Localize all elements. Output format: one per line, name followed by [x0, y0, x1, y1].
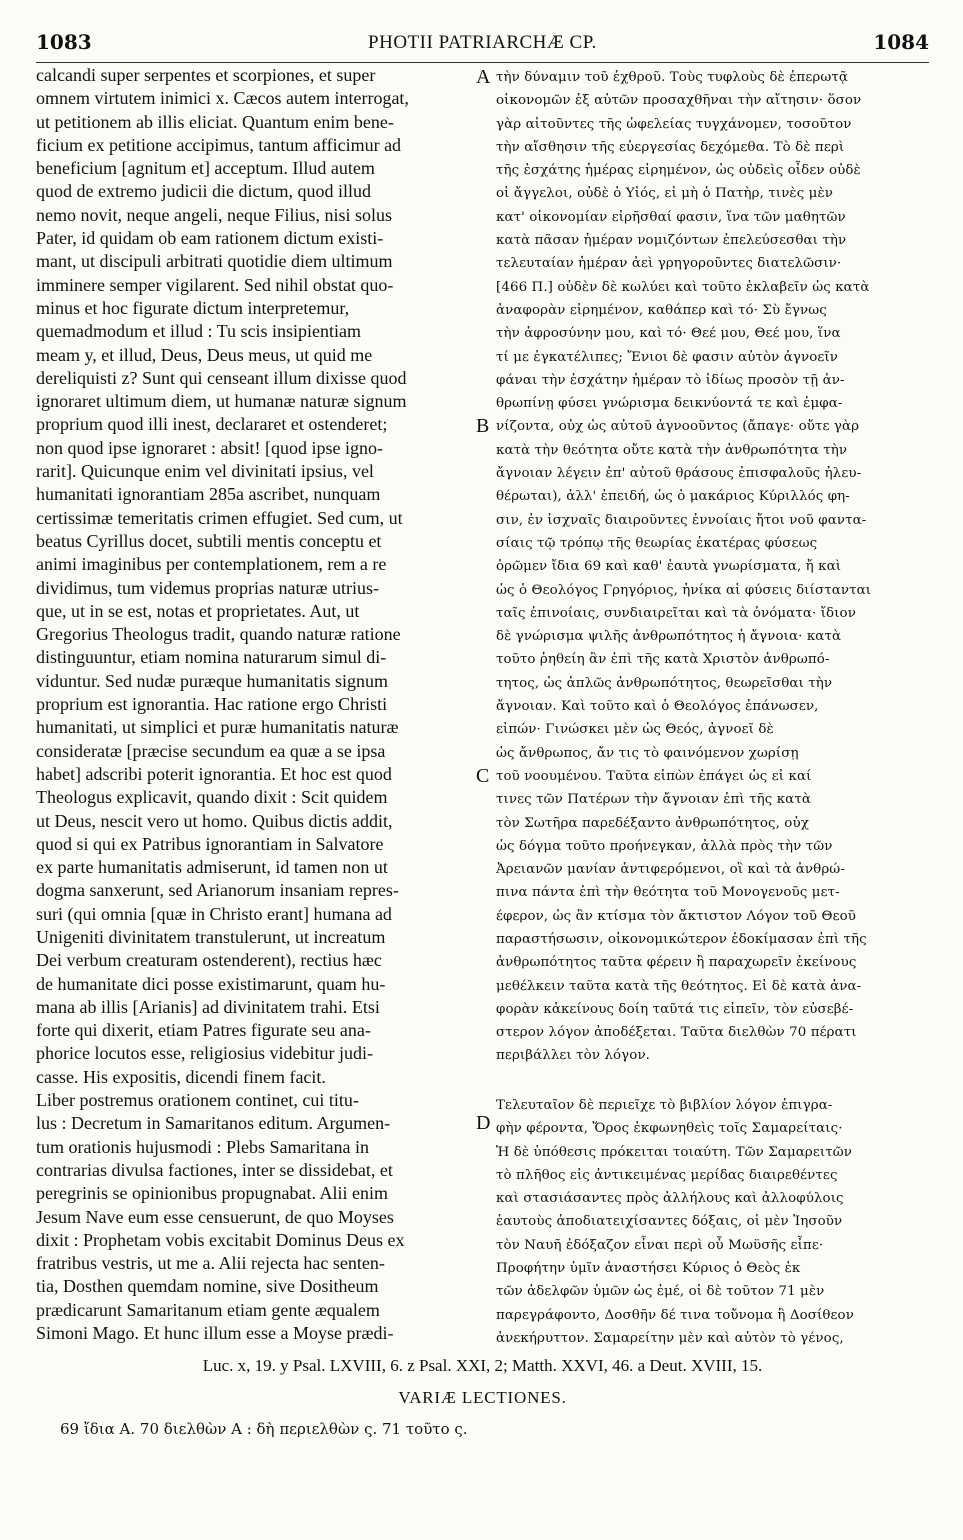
text-line: στερον λόγον ἀποδέξεται. Ταῦτα διελθὼν 70 πέρατι	[496, 1025, 857, 1041]
text-line: peregrinis se opinionibus propugnabat. Alii enim	[36, 1183, 388, 1204]
text-line: nemo novit, neque angeli, neque Filius, nisi solus	[36, 204, 392, 225]
text-line: τῶν ἀδελφῶν ὑμῶν ὡς ἐμέ, οἱ δὲ τοῦτον 71 μὲν	[496, 1284, 825, 1300]
text-line: οἰκονομῶν ἐξ αὐτῶν προσαχθῆναι τὴν αἴτησιν· ὅσον	[496, 93, 862, 109]
greek-column	[496, 66, 928, 1068]
text-line: proprium est ignorantia. Hac ratione ergo Christi	[36, 694, 388, 715]
text-line: ignoraret ultimum diem, ut humanæ naturæ signum	[36, 391, 407, 412]
text-line: quod de extremo judicii die dictum, quod illud	[36, 181, 371, 202]
text-line: παρεγράφοντο, Δοσθῆν δέ τινα τοὔνομα ἢ Δοσίθεον	[496, 1307, 854, 1323]
text-line: έφερον, ὡς ἂν κτίσμα τὸν ἄκτιστον Λόγον τοῦ Θεοῦ	[496, 908, 857, 924]
text-line: lus : Decretum in Samaritanos editum. Argumen-	[36, 1113, 391, 1134]
text-line: φάναι τὴν ἐσχάτην ἡμέραν τὸ ἰδίως προσὸν τῇ ἀν-	[496, 372, 845, 388]
text-line: τὸν Ναυῆ ἐδόξαζον εἶναι περὶ οὗ Μωϋσῆς εἶπε·	[496, 1237, 824, 1253]
text-line: νίζοντα, οὐχ ὡς αὐτοῦ ἀγνοοῦντος (ἄπαγε· οὔτε γὰρ	[496, 419, 860, 435]
text-line: κατ' οἰκονομίαν εἰρῆσθαί φασιν, ἵνα τῶν μαθητῶν	[496, 209, 846, 225]
text-line: rarit]. Quicunque enim vel divinitati ipsius, vel	[36, 461, 374, 482]
text-line: fratribus vestris, ut me a. Alii rejecta hac senten-	[36, 1253, 385, 1274]
text-line: ὁρῶμεν ἴδια 69 καὶ καθ' ἑαυτὰ γνωρίσματα, ἤ καὶ	[496, 559, 842, 575]
text-line: καὶ στασιάσαντες πρὸς ἀλλήλους καὶ ἀλλοφύλοις	[496, 1191, 844, 1207]
text-line: [466 Π.] οὐδὲν δὲ κωλύει καὶ τοῦτο ἐκλαβεῖν ὡς κατὰ	[496, 279, 870, 295]
text-line: Jesum Nave eum esse censuerunt, de quo Moyses	[36, 1206, 394, 1227]
text-line: τί με ἐγκατέλιπες; Ἔνιοι δὲ φασιν αὐτὸν ἀγνοεῖν	[496, 349, 838, 365]
text-line: humanitati, ut simplici et puræ humanitatis naturæ	[36, 717, 399, 738]
text-line: ἀναφορὰν εἰρημένον, καθάπερ καὶ τό· Σὺ ἔγνως	[496, 302, 827, 318]
text-line: κατὰ τὴν θεότητα οὔτε κατὰ τὴν ἀνθρωπότητα τὴν	[496, 442, 848, 458]
running-title: PHOTII PATRIARCHÆ CP.	[368, 32, 597, 53]
text-line: suri (qui omnia [quæ in Christo erant] humana ad	[36, 903, 392, 924]
text-line: ἀνεκήρυττον. Σαμαρείτην μὲν καὶ αὐτὸν τὸ γένος,	[496, 1330, 844, 1346]
text-line: non quod ipse ignoraret : absit! [quod ipse igno-	[36, 437, 383, 458]
text-line: beatus Cyrillus docet, subtili mentis conceptu et	[36, 530, 382, 551]
text-line: que, ut in se est, notas et proprietates. Aut, ut	[36, 600, 360, 621]
text-line: Theologus explicavit, quando dixit : Scit quidem	[36, 787, 388, 808]
text-line: Pater, id quidam ob eam rationem dictum existi-	[36, 228, 384, 249]
text-line: Ἡ δὲ ὑπόθεσις πρόκειται τοιαύτη. Τῶν Σαμαρειτῶν	[496, 1144, 853, 1160]
latin-column	[36, 64, 476, 1345]
text-line: μεθέλκειν ταῦτα κατὰ τῆς θεότητος. Εἰ δὲ κατὰ ἀνα-	[496, 978, 862, 994]
text-line: ut petitionem ab illis eliciat. Quantum enim bene-	[36, 111, 394, 132]
greek-column-part2	[496, 1094, 928, 1350]
text-line: mant, ut discipuli arbitrati quotidie diem ultimum	[36, 251, 393, 272]
text-line: ἀνθρωπότητος ταῦτα φέρειν ἢ παραχωρεῖν ἐκείνους	[496, 955, 857, 971]
text-line: ex parte humanitatis admiserunt, id tamen non ut	[36, 857, 388, 878]
text-line: τητος, ὡς ἁπλῶς ἀνθρωπότητος, θεωρεῖσθαι τὴν	[496, 675, 833, 691]
text-line: habet] adscribi poterit ignorantia. Et hoc est quod	[36, 763, 392, 784]
text-line: humanitati ignorantiam 285a ascribet, nunquam	[36, 484, 381, 505]
text-line: τινες τῶν Πατέρων τὴν ἄγνοιαν ἐπὶ τῆς κατὰ	[496, 792, 811, 808]
text-line: τὴν δύναμιν τοῦ ἐχθροῦ. Τοὺς τυφλοὺς δὲ ἐπερωτᾷ	[496, 70, 849, 85]
text-line: distinguuntur, etiam nomina naturarum simul di-	[36, 647, 387, 668]
text-line: γὰρ αἰτοῦντες τῆς ὠφελείας τυγχάνομεν, τοσοῦτον	[496, 116, 852, 132]
text-line: τῆς ἐσχάτης ἡμέρας εἰρημένον, ὡς οὐδεὶς οἶδεν οὐδὲ	[496, 163, 861, 179]
text-line: Ἀρειανῶν μανίαν ἀντιφερόμενοι, οἳ καὶ τὰ ἀνθρώ-	[496, 862, 845, 878]
text-line: κατὰ πᾶσαν ἡμέραν νομιζόντων ἐπελεύσεσθαι τὴν	[496, 233, 847, 249]
variae-lectiones-title: VARIÆ LECTIONES.	[398, 1388, 567, 1407]
text-line: τοῦτο ῥηθείη ἂν ἐπὶ τῆς κατὰ Χριστὸν ἀνθρωπό-	[496, 652, 830, 668]
text-line: prædicarunt Samaritanum etiam gente æqualem	[36, 1299, 380, 1320]
text-line: ὡς ἄνθρωπος, ἄν τις τὸ φαινόμενον χωρίσῃ	[496, 745, 799, 761]
text-line: minus et hoc figurate dictum interpretemur,	[36, 297, 350, 318]
text-line: φὴν φέροντα, Ὅρος ἐκφωνηθεὶς τοῖς Σαμαρείταις·	[496, 1121, 843, 1137]
text-line: Simoni Mago. Et hunc illum esse a Moyse prædi-	[36, 1323, 394, 1344]
text-line: Dei verbum creaturam ostenderent), rectius hæc	[36, 950, 382, 971]
text-line: οἱ ἄγγελοι, οὐδὲ ὁ Υἱός, εἰ μὴ ὁ Πατὴρ, τινὲς μὲν	[496, 186, 834, 202]
text-line: quod si qui ex Patribus ignorantiam in Salvatore	[36, 833, 384, 854]
text-line: dixit : Prophetam vobis excitabit Dominus Deus ex	[36, 1229, 405, 1250]
text-line: σιν, ἐν ἰσχναῖς διαιροῦντες ἐννοίαις ἤτοι νοῦ φαντα-	[496, 512, 867, 528]
text-line: δὲ γνώρισμα ψιλῆς ἀνθρωπότητος ἡ ἄγνοια· κατὰ	[496, 629, 842, 645]
page-number-right: 1084	[873, 30, 929, 54]
text-line: proprium quod illi inest, declararet et ostenderet;	[36, 414, 388, 435]
text-line: τὸ πλῆθος εἰς ἀντικειμένας μερίδας διαιρεθέντες	[496, 1167, 838, 1183]
text-line: θρωπίνῃ φύσει γνώρισμα δεικνύοντά τε καὶ ἐμφα-	[496, 396, 843, 412]
text-line: meam y, et illud, Deus, Deus meus, ut quid me	[36, 344, 373, 365]
text-line: Unigeniti divinitatem transtulerunt, ut increatum	[36, 926, 386, 947]
text-line: dereliquisti z? Sunt qui censeant illum dixisse quod	[36, 367, 407, 388]
text-line: dogma sanxerunt, sed Arianorum insaniam repres-	[36, 880, 399, 901]
page-number-left: 1083	[36, 30, 92, 54]
text-line: beneficium [agnitum et] acceptum. Illud autem	[36, 158, 375, 179]
text-line: contrarias divulsa factiones, inter se dissidebat, et	[36, 1159, 393, 1180]
text-line: viduntur. Sed nudæ puræque humanitatis signum	[36, 670, 388, 691]
text-line: τὴν αἴσθησιν τῆς εὐεργεσίας δεχόμεθα. Τὸ δὲ περὶ	[496, 139, 845, 155]
text-line: calcandi super serpentes et scorpiones, et super	[36, 65, 376, 85]
text-line: Liber postremus orationem continet, cui titu-	[36, 1090, 359, 1111]
margin-marker-a: A	[476, 66, 491, 88]
text-line: imminere semper vigilarent. Sed nihil obstat quo-	[36, 274, 394, 295]
text-line: ταῖς ἐπινοίαις, συνδιαιρεῖται καὶ τὰ ὀνόματα· ἴδιον	[496, 605, 856, 621]
text-line: mana ab illis [Arianis] ad divinitatem trahi. Etsi	[36, 996, 380, 1017]
text-line: certissimæ temeritatis crimen effugiet. Sed cum, ut	[36, 507, 403, 528]
margin-marker-d: D	[476, 1112, 491, 1134]
text-line: casse. His expositis, dicendi finem facit.	[36, 1066, 326, 1087]
text-line: εἰπών· Γινώσκει μὲν ὡς Θεός, ἀγνοεῖ δὲ	[496, 722, 774, 738]
text-line: ὡς δόγμα τοῦτο προήνεγκαν, ἀλλὰ πρὸς τὴν τῶν	[496, 838, 833, 854]
text-line: ὡς ὁ Θεολόγος Γρηγόριος, ἡνίκα αἱ φύσεις διίστανται	[496, 582, 872, 598]
text-line: θέρωται), ἀλλ' ἐπειδή, ὡς ὁ μακάριος Κύριλλός φη-	[496, 489, 850, 505]
text-line: de humanitate dici posse existimarunt, quam hu-	[36, 973, 386, 994]
text-line: tia, Dosthen quemdam nomine, sive Dositheum	[36, 1276, 379, 1297]
text-line: τελευταίαν ἡμέραν ἀεὶ γρηγοροῦντες διατελῶσιν·	[496, 256, 842, 272]
text-line: consideratæ [præcise secundum ea quæ a se ipsa	[36, 740, 386, 761]
variae-lectiones: 69 ἴδια A. 70 διελθὼν A : δὴ περιελθὼν ς. 71 τοῦτο ς.	[60, 1420, 468, 1438]
text-line: dividimus, tum videmus proprias naturæ utrius-	[36, 577, 379, 598]
margin-marker-c: C	[476, 765, 490, 787]
text-line: πινα πάντα ἐπὶ τὴν θεότητα τοῦ Μονογενοῦς μετ-	[496, 885, 840, 901]
text-line: παραστήσωσιν, οἰκονομικώτερον ἐδοκίμασαν ἐπὶ τῆς	[496, 931, 867, 947]
text-line: phorice locutos esse, religiosius videbitur judi-	[36, 1043, 373, 1064]
margin-marker-b: B	[476, 415, 490, 437]
text-line: τὴν ἀφροσύνην μου, καὶ τό· Θεέ μου, Θεέ μου, ἵνα	[496, 326, 841, 342]
text-line: ficium ex petitione accipimus, tantum afficimur ad	[36, 134, 402, 155]
text-line: Gregorius Theologus tradit, quando naturæ ratione	[36, 624, 401, 645]
footnotes: Luc. x, 19. y Psal. LXVIII, 6. z Psal. XXI, 2; Matth. XXVI, 46. a Deut. XVIII, 15.	[202, 1356, 763, 1375]
page-header	[36, 30, 929, 58]
text-line: ἑαυτοὺς ἀποδιατειχίσαντες δόξαις, οἱ μὲν Ἰησοῦν	[496, 1214, 843, 1230]
text-line: περιβάλλει τὸν λόγον.	[496, 1048, 651, 1064]
text-line: φορὰν κἀκείνους δοίη ταῦτά τις εἰπεῖν, τὸν εὐσεβέ-	[496, 1001, 854, 1017]
text-line: Τελευταῖον δὲ περιεῖχε τὸ βιβλίον λόγον ἐπιγρα-	[496, 1098, 833, 1113]
text-line: τὸν Σωτῆρα παρεδέξαντο ἀνθρωπότητος, οὐχ	[496, 815, 809, 831]
text-line: ut Deus, nescit vero ut homo. Quibus dictis addit,	[36, 810, 393, 831]
text-line: Προφήτην ὑμῖν ἀναστήσει Κύριος ὁ Θεὸς ἐκ	[496, 1261, 801, 1277]
text-line: σίαις τῷ τρόπῳ τῆς θεωρίας ἑκατέρας φύσεως	[496, 535, 818, 551]
text-line: tum orationis hujusmodi : Plebs Samaritana in	[36, 1136, 369, 1157]
text-line: τοῦ νοουμένου. Ταῦτα εἰπὼν ἐπάγει ὡς εἰ καί	[496, 768, 812, 784]
text-line: omnem virtutem inimici x. Cæcos autem interrogat,	[36, 88, 409, 109]
text-line: forte qui dixerit, etiam Patres figurate seu ana-	[36, 1020, 371, 1041]
text-line: ἄγνοιαν λέγειν ἐπ' αὐτοῦ θράσους ἐπισφαλοῦς ἠλευ-	[496, 466, 862, 482]
text-line: animi imaginibus per contemplationem, rem a re	[36, 554, 387, 575]
header-rule	[36, 62, 929, 63]
text-line: ἄγνοιαν. Καὶ τοῦτο καὶ ὁ Θεολόγος ἐπάνωσεν,	[496, 699, 819, 715]
text-line: quemadmodum et illud : Tu scis insipientiam	[36, 321, 362, 342]
